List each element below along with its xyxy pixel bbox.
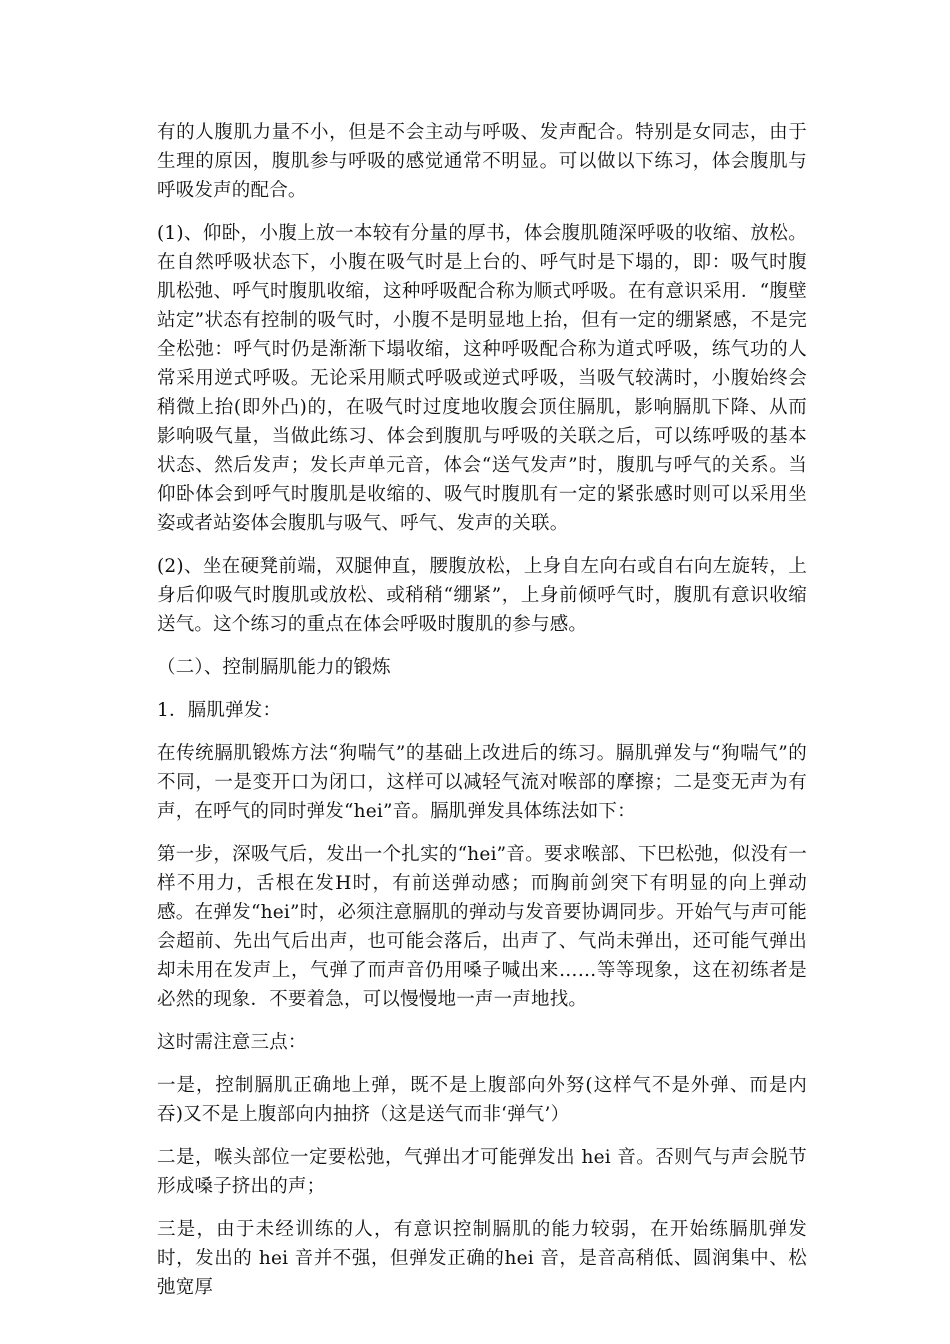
paragraph-note-3: 三是，由于未经训练的人，有意识控制膈肌的能力较弱，在开始练膈肌弹发时，发出的 hei 音并不强，但弹发正确的hei 音，是音高稍低、圆润集中、松弛宽厚 (157, 1219, 807, 1298)
subsection-heading: 1．膈肌弹发： (157, 700, 282, 721)
paragraph-note-2: 二是，喉头部位一定要松弛，气弹出才可能弹发出 hei 音。否则气与声会脱节形成嗓子挤出的声； (157, 1147, 807, 1197)
paragraph-note-1: 一是，控制膈肌正确地上弹，既不是上腹部向外努(这样气不是外弹、而是内吞)又不是上腹部向内抽挤（这是送气而非‘弹气’） (157, 1075, 807, 1125)
paragraph-step-1: 第一步，深吸气后，发出一个扎实的“hei”音。要求喉部、下巴松弛，似没有一样不用力，舌根在发H时，有前送弹动感；而胸前剑突下有明显的向上弹动感。在弹发“hei”时，必须注意膈肌的弹动与发音要协调同步。开始气与声可能会超前、先出气后出声，也可能会落后，出声了、气尚未弹出，还可能气弹出却未用在发声上，气弹了而声音仍用嗓子喊出来……等等现象，这在初练者是必然的现象．不要着急，可以慢慢地一声一声地找。 (157, 844, 807, 1010)
paragraph-exercise-1: (1)、仰卧，小腹上放一本较有分量的厚书，体会腹肌随深呼吸的收缩、放松。在自然呼吸状态下，小腹在吸气时是上台的、呼气时是下塌的，即：吸气时腹肌松弛、呼气时腹肌收缩，这种呼吸配合称为顺式呼吸。在有意识采用．“腹壁站定”状态有控制的吸气时，小腹不是明显地上抬，但有一定的绷紧感，不是完全松弛：呼气时仍是渐渐下塌收缩，这种呼吸配合称为道式呼吸，练气功的人常采用逆式呼吸。无论采用顺式呼吸或逆式呼吸，当吸气较满时，小腹始终会稍微上抬(即外凸)的，在吸气时过度地收腹会顶住膈肌，影响膈肌下降、从而影响吸气量，当做此练习、体会到腹肌与呼吸的关联之后，可以练呼吸的基本状态、然后发声；发长声单元音，体会“送气发声”时，腹肌与呼气的关系。当仰卧体会到呼气时腹肌是收缩的、吸气时腹肌有一定的紧张感时则可以采用坐姿或者站姿体会腹肌与吸气、呼气、发声的关联。 (157, 223, 807, 534)
paragraph-method: 在传统膈肌锻炼方法“狗喘气”的基础上改进后的练习。膈肌弹发与“狗喘气”的不同，一是变开口为闭口，这样可以减轻气流对喉部的摩擦；二是变无声为有声，在呼气的同时弹发“hei”音。膈肌弹发具体练法如下： (157, 743, 807, 822)
paragraph-exercise-2: (2)、坐在硬凳前端，双腿伸直，腰腹放松，上身自左向右或自右向左旋转，上身后仰吸气时腹肌或放松、或稍稍“绷紧”，上身前倾呼气时，腹肌有意识收缩送气。这个练习的重点在体会呼吸时腹肌的参与感。 (157, 556, 807, 635)
document-body (157, 118, 807, 1316)
section-heading: （二）、控制膈肌能力的锻炼 (157, 657, 391, 678)
paragraph-intro: 有的人腹肌力量不小，但是不会主动与呼吸、发声配合。特别是女同志，由于生理的原因，腹肌参与呼吸的感觉通常不明显。可以做以下练习，体会腹肌与呼吸发声的配合。 (157, 122, 807, 201)
paragraph-notes-intro: 这时需注意三点： (157, 1032, 307, 1053)
